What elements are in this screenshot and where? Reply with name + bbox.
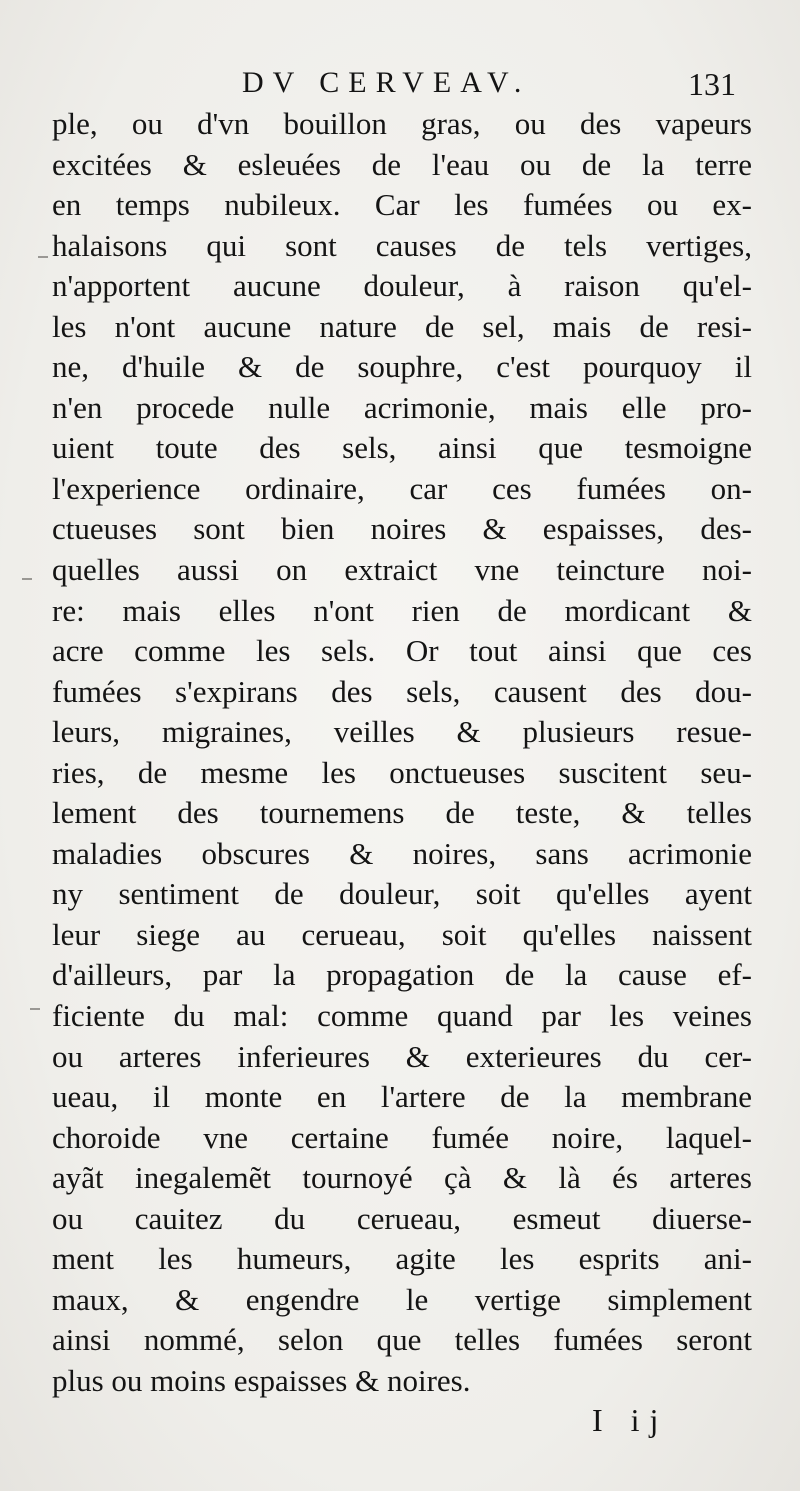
text-line: excitées & esleuées de l'eau ou de la terre (52, 146, 752, 182)
text-line: leurs, migraines, veilles & plusieurs resue- (52, 714, 752, 750)
signature-mark: I ij (592, 1402, 669, 1438)
text-line: ne, d'huile & de souphre, c'est pourquoy il (52, 349, 752, 385)
text-line: n'en procede nulle acrimonie, mais elle pro- (52, 389, 752, 425)
margin-speck (38, 256, 48, 258)
text-line: re: mais elles n'ont rien de mordicant & (52, 592, 752, 628)
text-line: ou arteres inferieures & exterieures du cer- (52, 1038, 752, 1074)
text-line: d'ailleurs, par la propagation de la cause ef- (52, 957, 752, 993)
text-line: ny sentiment de douleur, soit qu'elles ayent (52, 876, 752, 912)
text-line: plus ou moins espaisses & noires. (52, 1362, 471, 1398)
text-line: leur siege au cerueau, soit qu'elles naissent (52, 916, 752, 952)
text-line: maladies obscures & noires, sans acrimonie (52, 835, 752, 871)
running-title: DV CERVEAV. (242, 66, 531, 99)
text-line: les n'ont aucune nature de sel, mais de resi- (52, 308, 752, 344)
margin-speck (30, 1008, 40, 1010)
text-line: ou cauitez du cerueau, esmeut diuerse- (52, 1200, 752, 1236)
text-line: quelles aussi on extraict vne teincture noi- (52, 552, 752, 588)
body-text (52, 104, 752, 1402)
text-line: l'experience ordinaire, car ces fumées on- (52, 470, 752, 506)
page-number: 131 (688, 66, 736, 102)
text-line: halaisons qui sont causes de tels vertiges, (52, 227, 752, 263)
text-line: ainsi nommé, selon que telles fumées seront (52, 1322, 752, 1358)
text-line: ple, ou d'vn bouillon gras, ou des vapeurs (52, 106, 752, 141)
text-line: ries, de mesme les onctueuses suscitent seu- (52, 754, 752, 790)
text-line: maux, & engendre le vertige simplement (52, 1281, 752, 1317)
text-line: ayãt inegalemẽt tournoyé çà & là és arteres (52, 1160, 752, 1196)
text-line: en temps nubileux. Car les fumées ou ex- (52, 187, 752, 223)
text-line: choroide vne certaine fumée noire, laquel- (52, 1119, 752, 1155)
text-line: ficiente du mal: comme quand par les veines (52, 998, 752, 1034)
text-line: ment les humeurs, agite les esprits ani- (52, 1241, 752, 1277)
text-line: ueau, il monte en l'artere de la membrane (52, 1079, 752, 1115)
text-line: ctueuses sont bien noires & espaisses, des- (52, 511, 752, 547)
text-line: uient toute des sels, ainsi que tesmoigne (52, 430, 752, 466)
text-line: acre comme les sels. Or tout ainsi que ces (52, 633, 752, 669)
margin-speck (22, 578, 32, 580)
text-line: lement des tournemens de teste, & telles (52, 795, 752, 831)
text-line: fumées s'expirans des sels, causent des dou- (52, 673, 752, 709)
text-line: n'apportent aucune douleur, à raison qu'el- (52, 268, 752, 304)
